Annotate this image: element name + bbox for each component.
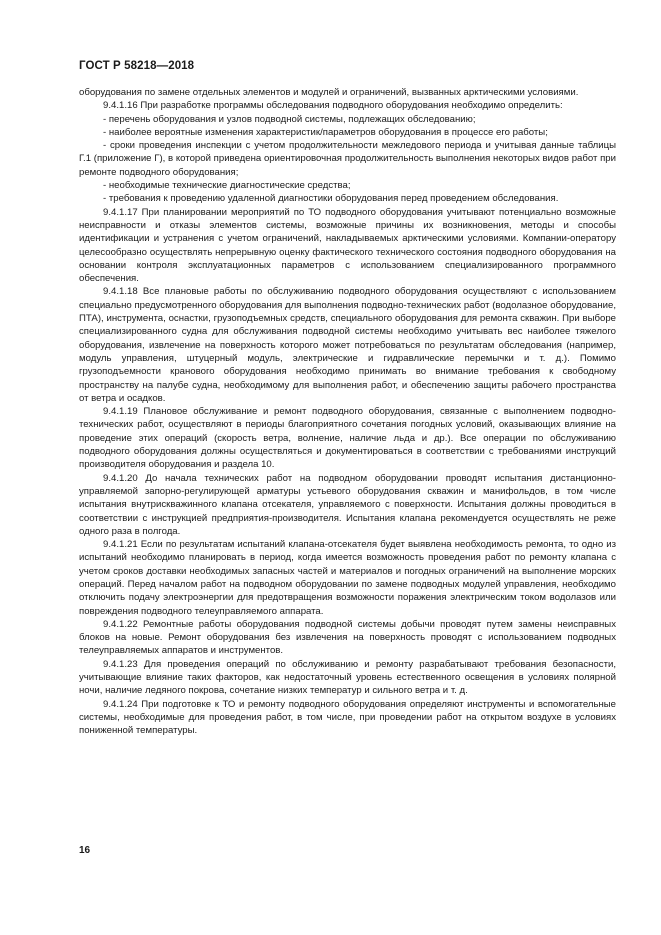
paragraph: оборудования по замене отдельных элементов и модулей и ограничений, вызванных арктическими условиями.	[79, 87, 579, 98]
paragraph: 9.4.1.17 При планировании мероприятий по ТО подводного оборудования учитывают потенциально возможные неисправности и отказы элементов системы, возможные причины их возникновения, методы и способы идентификации и устранения с учетом ограничений, накладываемых арктическими условиями. Компании-оператору целесообразно осуществлять непрерывную оценку фактического технического состояния подводного оборудования на основании контроля эксплуатационных параметров с использованием специализированного программного обеспечения.	[79, 206, 616, 285]
list-item: - наиболее вероятные изменения характеристик/параметров оборудования в процессе его работы;	[103, 126, 548, 138]
list-item: - требования к проведению удаленной диагностики оборудования перед проведением обследования.	[103, 193, 559, 205]
paragraph: 9.4.1.21 Если по результатам испытаний клапана-отсекателя будет выявлена необходимость ремонта, то одно из испытаний необходимо планировать в период, когда имеется возможность проведения работ по ремонту клапана с учетом сроков доставки необходимых запасных частей и материалов и погодных ограничений на выполнение морских операций. Перед началом работ на подводном оборудовании по замене подводных модулей управления, необходимо отключить подачу электроэнергии для предотвращения возможности поражения электрическим током водолазов или повреждения подводного телеуправляемого аппарата.	[79, 539, 616, 617]
document-header: ГОСТ Р 58218—2018	[79, 60, 195, 72]
paragraph: 9.4.1.24 При подготовке к ТО и ремонту подводного оборудования определяют инструменты и вспомогательные системы, необходимые для проведения работ, в том числе, при проведении работ на открытом воздухе в условиях пониженной температуры.	[79, 698, 616, 737]
page-number: 16	[79, 845, 91, 856]
paragraph: 9.4.1.18 Все плановые работы по обслуживанию подводного оборудования осуществляют с использованием специально предусмотренного оборудования для выполнения подводно-технических работ (водолазное оборудование, ПТА), инструмента, оснастки, грузоподъемных средств, специального оборудования для ремонта скважин. При выборе специализированного судна для обслуживания подводной системы необходимо учитывать вес наиболее тяжелого оборудования, извлечение на поверхность которого может потребоваться по результатам обследования (например, модуль управления, штуцерный модуль, электрические и гидравлические перемычки и т. д.). Помимо грузоподъемности кранового оборудования необходимо принимать во внимание требования к свободному пространству на палубе судна, необходимому для выполнения работ, и обеспечению защиты рабочего пространства от ветра и осадков.	[79, 286, 616, 404]
paragraph: 9.4.1.16 При разработке программы обследования подводного оборудования необходимо определить:	[103, 100, 563, 112]
paragraph: 9.4.1.20 До начала технических работ на подводном оборудовании проводят испытания дистанционно-управляемой запорно-регулирующей арматуры устьевого оборудования скважин и манифольдов, в том числе испытания внутрискважинного клапана отсекателя, управляемого с поверхности. Испытания должны проводиться в соответствии с инструкцией предприятия-производителя. Испытания клапана рекомендуется осуществлять не реже одного раза в полгода.	[79, 472, 616, 537]
paragraph: 9.4.1.22 Ремонтные работы оборудования подводной системы добычи проводят путем замены неисправных блоков на новые. Ремонт оборудования без извлечения на поверхность проводят с использованием подводных телеуправляемых аппаратов и инструментов.	[79, 618, 616, 657]
list-item: - сроки проведения инспекции с учетом продолжительности межледового периода и учитывая данные таблицы Г.1 (приложение Г), в которой приведена ориентировочная продолжительность выполнения некоторых видов работ при ремонте подводного оборудования;	[79, 140, 616, 178]
paragraph: 9.4.1.23 Для проведения операций по обслуживанию и ремонту разрабатывают требования безопасности, учитывающие влияние таких факторов, как недостаточный уровень естественного освещения в условиях полярной ночи, наличие ледяного покрова, сочетание низких температур и сильного ветра и т. д.	[79, 658, 616, 697]
list-item: - необходимые технические диагностические средства;	[103, 180, 351, 192]
list-item: - перечень оборудования и узлов подводной системы, подлежащих обследованию;	[103, 113, 476, 125]
document-body	[79, 86, 616, 738]
paragraph: 9.4.1.19 Плановое обслуживание и ремонт подводного оборудования, связанные с выполнением подводно-технических работ, осуществляют в периоды благоприятного сочетания погодных условий, оказывающих влияние на проведение этих операций (скорость ветра, волнение, наличие льда и др.). Все операции по обслуживанию подводного оборудования должны осуществляться и документироваться в соответствии с требованиями инструкций производителя оборудования и раздела 10.	[79, 406, 616, 471]
